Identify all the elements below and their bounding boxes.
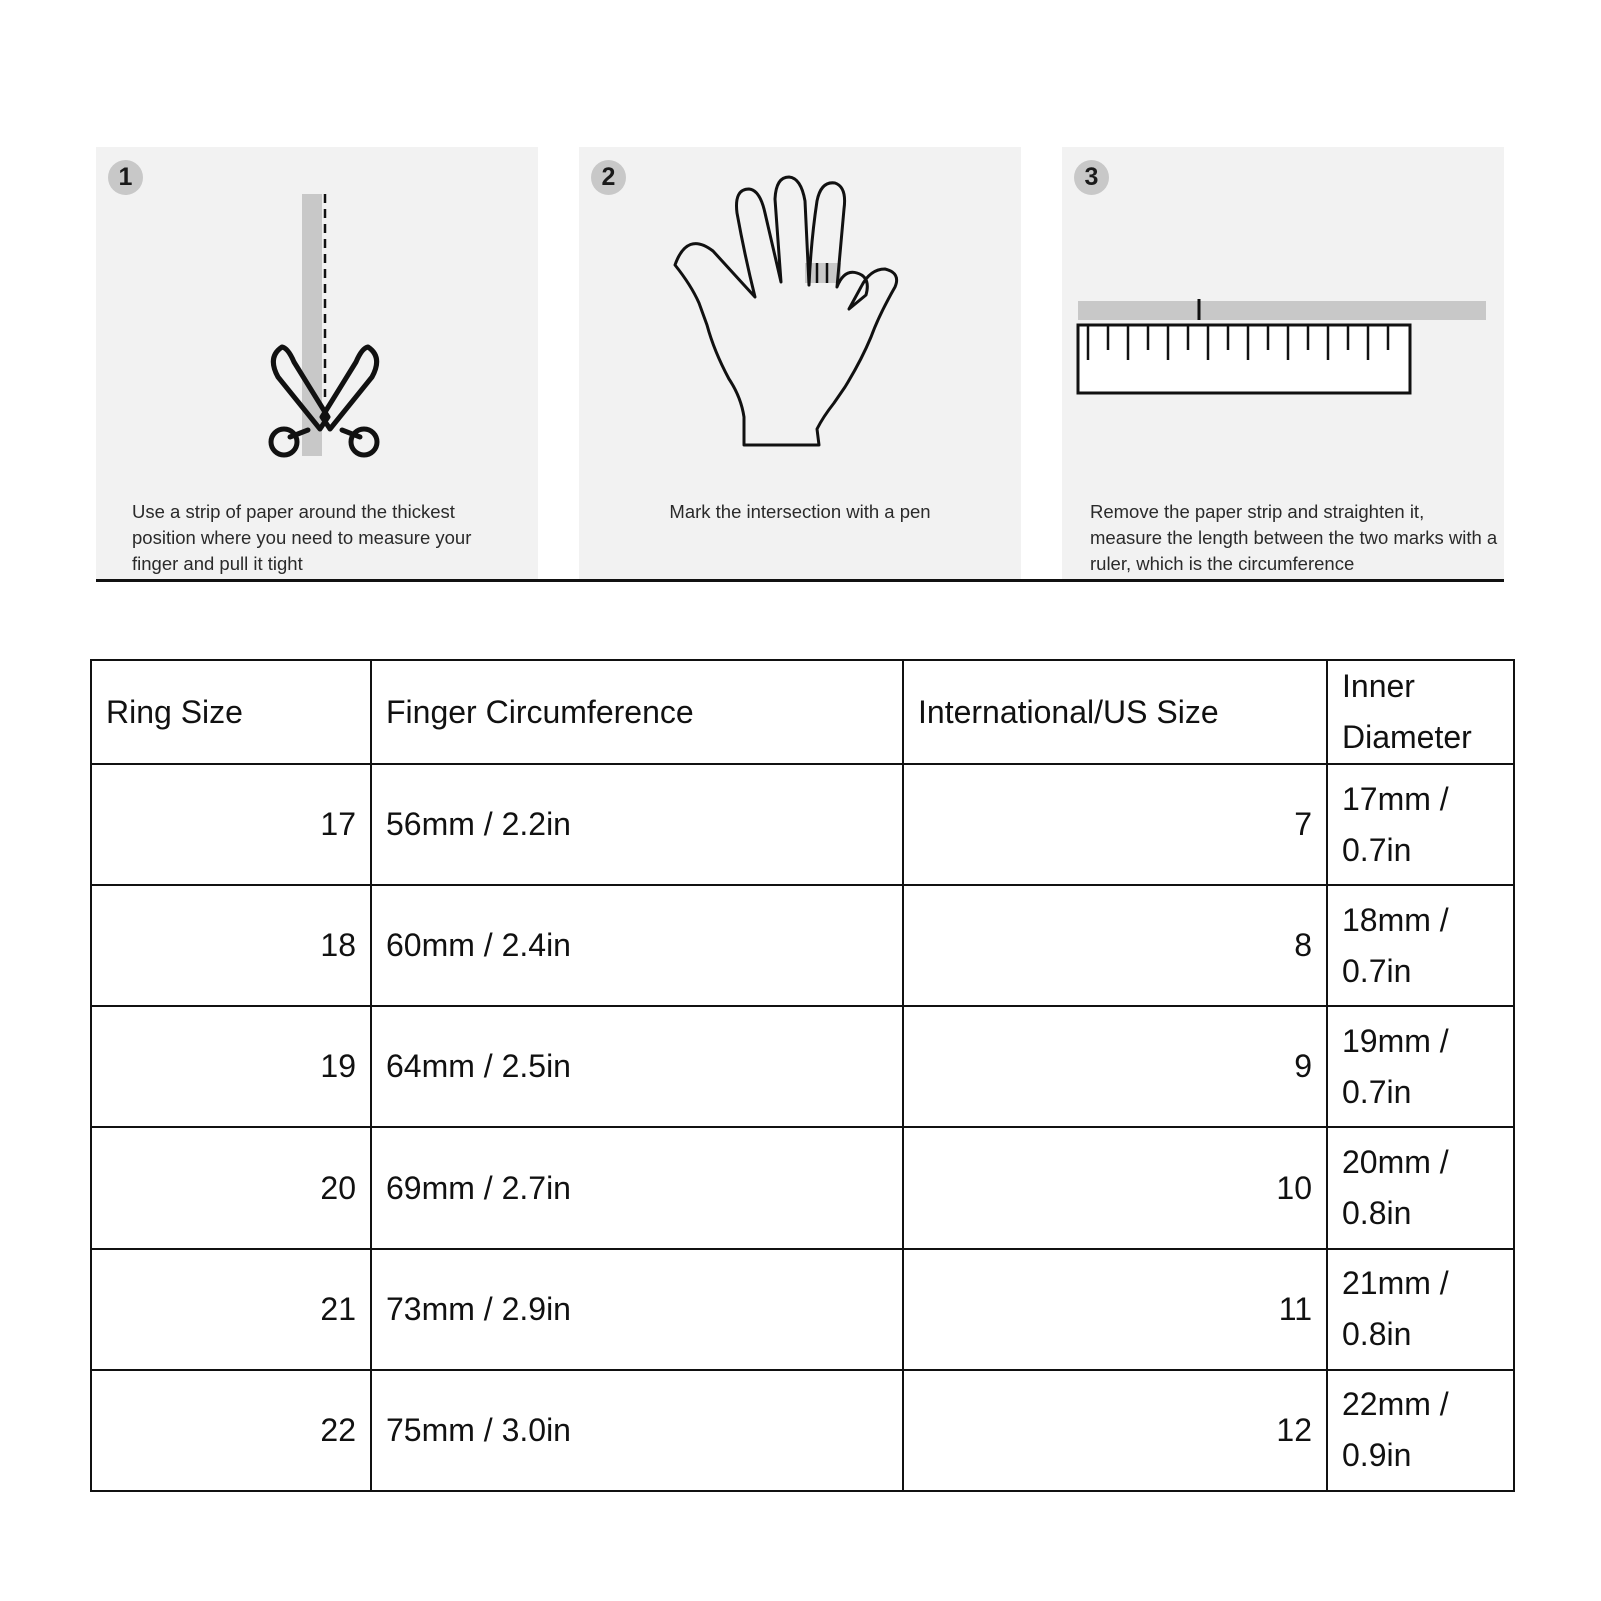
hand-icon xyxy=(579,147,1021,487)
cell-finger-circumference: 64mm / 2.5in xyxy=(371,1006,903,1127)
table-row xyxy=(91,1249,1514,1370)
cell-finger-circumference: 56mm / 2.2in xyxy=(371,764,903,885)
step-number-3: 3 xyxy=(1074,160,1109,195)
cell-ring-size: 21 xyxy=(91,1249,371,1370)
cell-ring-size: 22 xyxy=(91,1370,371,1491)
cell-international-us-size: 11 xyxy=(903,1249,1327,1370)
table-row xyxy=(91,1370,1514,1491)
cell-inner-diameter: 21mm / 0.8in xyxy=(1327,1249,1514,1370)
cell-international-us-size: 10 xyxy=(903,1127,1327,1248)
ring-size-table xyxy=(90,659,1515,1492)
cell-inner-diameter: 18mm / 0.7in xyxy=(1327,885,1514,1006)
section-divider xyxy=(96,579,1504,582)
column-header-inner-diameter: Inner Diameter xyxy=(1327,660,1514,764)
step-caption-2: Mark the intersection with a pen xyxy=(669,501,931,522)
cell-finger-circumference: 60mm / 2.4in xyxy=(371,885,903,1006)
cell-ring-size: 18 xyxy=(91,885,371,1006)
column-header-international-us-size: International/US Size xyxy=(903,660,1327,764)
cell-inner-diameter: 17mm / 0.7in xyxy=(1327,764,1514,885)
step-panel-3 xyxy=(1062,147,1504,579)
step-panel-1 xyxy=(96,147,538,579)
cell-inner-diameter: 20mm / 0.8in xyxy=(1327,1127,1514,1248)
cell-inner-diameter: 19mm / 0.7in xyxy=(1327,1006,1514,1127)
step-panel-2 xyxy=(579,147,1021,579)
cell-finger-circumference: 73mm / 2.9in xyxy=(371,1249,903,1370)
step-caption-3: Remove the paper strip and straighten it, measure the length between the two marks with a ruler, which is the circumference xyxy=(1090,501,1498,574)
measuring-instructions xyxy=(96,147,1504,583)
step-caption-1: Use a strip of paper around the thickest position where you need to measure your finger and pull it tight xyxy=(132,501,472,574)
cell-ring-size: 17 xyxy=(91,764,371,885)
table-row xyxy=(91,1006,1514,1127)
step-number-2: 2 xyxy=(591,160,626,195)
cell-ring-size: 19 xyxy=(91,1006,371,1127)
cell-finger-circumference: 75mm / 3.0in xyxy=(371,1370,903,1491)
cell-international-us-size: 9 xyxy=(903,1006,1327,1127)
table-header-row xyxy=(91,660,1514,764)
cell-international-us-size: 8 xyxy=(903,885,1327,1006)
column-header-ring-size: Ring Size xyxy=(91,660,371,764)
cell-international-us-size: 7 xyxy=(903,764,1327,885)
cell-inner-diameter: 22mm / 0.9in xyxy=(1327,1370,1514,1491)
column-header-finger-circumference: Finger Circumference xyxy=(371,660,903,764)
cell-finger-circumference: 69mm / 2.7in xyxy=(371,1127,903,1248)
table-row xyxy=(91,1127,1514,1248)
scissors-icon xyxy=(96,147,538,487)
cell-international-us-size: 12 xyxy=(903,1370,1327,1491)
table-row xyxy=(91,764,1514,885)
table-row xyxy=(91,885,1514,1006)
cell-ring-size: 20 xyxy=(91,1127,371,1248)
ruler-icon xyxy=(1062,147,1504,487)
step-number-1: 1 xyxy=(108,160,143,195)
